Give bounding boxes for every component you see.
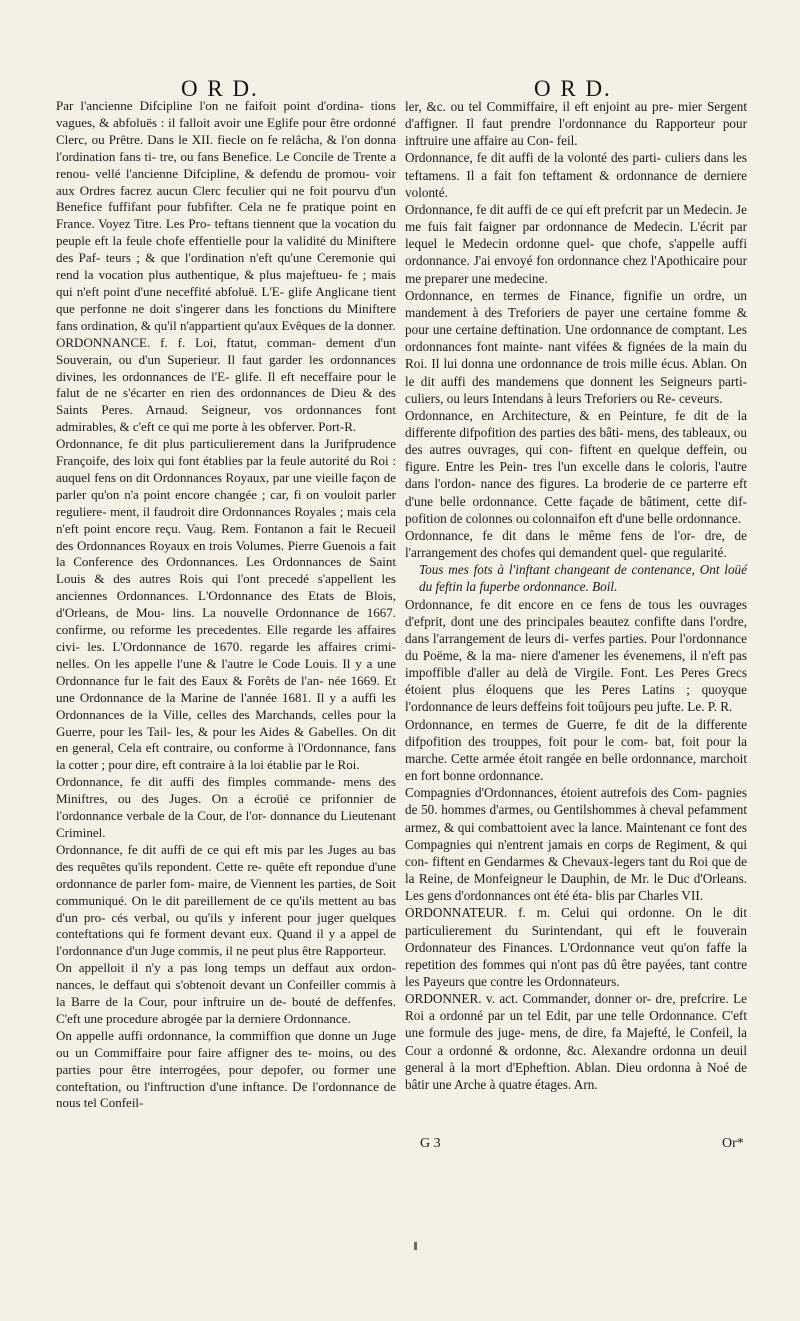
entry-paragraph: Ordonnance, fe dit auffi de ce qui eft prefcrit par un Medecin. Je me fuis fait faigner par ordonnance de Medecin. L'écrit par lequel le Medecin ordonne quel- que chofe, s'appelle auffi ordonnance. J'ai envoyé fon ordonnance chez l'Apothicaire pour me preparer une medecine. bbox=[405, 201, 747, 286]
running-head-left: O R D. bbox=[181, 76, 259, 101]
entry-paragraph: Ordonnance, fe dit encore en ce fens de tous les ouvrages d'efprit, dont une des principales beautez confifte dans l'ordre, dans l'arrangement de leurs di- verfes parties. Pour l'ordonnance du Poëme, & la ma- niere d'amener les évenemens, il n'eft pas impoffible d'aller au delà de Virgile. Font. Les Peres Grecs étoient plus éloquens que les Peres Latins ; quoyque l'ordonnance de leurs deffeins foit toûjours peu jufte. Le. P. R. bbox=[405, 596, 747, 715]
entry-paragraph: ORDONNATEUR. f. m. Celui qui ordonne. On le dit particulierement du Surintendant, qui eft le fouverain Ordonnateur des Finances. L'Ordonnance veut qu'on faffe la repetition des fommes qui n'ont pas dû être payées, tant contre les Payeurs que contre les Ordonnateurs. bbox=[405, 905, 747, 989]
entry-paragraph: Ordonnance, en Architecture, & en Peinture, fe dit de la differente difpofition des parties des bâti- mens, des tableaux, ou des autres ouvrages, qui con- fiftent en quelque deffein, ou figure. Entre les Pein- tres l'un excelle dans le coloris, l'autre dans l'ordon- nance des figures. La broderie de ce parterre eft d'une belle ordonnance. Cette façade de bâtiment, cette dif- pofition de colonnes ou colonnaifon eft d'une belle ordonnance. bbox=[405, 407, 747, 526]
entry-paragraph: Ordonnance, fe dit auffi de la volonté des parti- culiers dans les teftamens. Il a fait fon teftament & ordonnance de derniere volonté. bbox=[405, 150, 747, 200]
entry-paragraph: On appelle auffi ordonnance, la commiffion que donne un Juge ou un Commiffaire pour faire affigner des te- moins, ou des parties pour être interrogées, pour depofer, ou former une conteftation, ou l'inftruction d'une inftance. De l'ordonnance de nous tel Confeil- bbox=[56, 1027, 396, 1111]
entry-paragraph: Ordonnance, en termes de Finance, fignifie un ordre, un mandement à des Treforiers de payer une certaine fomme & pour une certaine deftination. Une ordonnance de comptant. Les ordonnances font mainte- nant vifées & fignées de la main du Roi. Il lui donna une ordonnance de trois mille écus. Ablan. On le dit auffi des mandemens que donnent les Seigneurs parti- culiers, ou leurs Intendans à leurs Treforiers ou Re- ceveurs. bbox=[405, 287, 747, 406]
right-column bbox=[405, 98, 747, 1093]
entry-paragraph: Compagnies d'Ordonnances, étoient autrefois des Com- pagnies de 50. hommes d'armes, ou Gentilshommes à cheval pefamment armez, & qui combattoient avec la lance. Maintenant ce font des Compagnies qui n'entrent jamais en corps de Regiment, & qui con- fiftent en Gendarmes & Chevaux-legers tant du Roi que de la Reine, de Monfeigneur le Dauphin, de Mr. le Duc d'Orleans. Les gens d'ordonnances ont été éta- blis par Charles VII. bbox=[405, 785, 747, 904]
verse-quotation: Tous mes fots à l'inftant changeant de contenance, Ont loüé du feftin la fuperbe ordonnance. Boil. bbox=[419, 562, 747, 595]
entry-paragraph: Ordonnance, fe dit auffi des fimples commande- mens des Miniftres, ou des Juges. On a écroüé ce prifonnier de l'ordonnance verbale de la Cour, de l'or- donnance du Lieutenant Criminel. bbox=[56, 774, 396, 840]
entry-paragraph: Ordonnance, fe dit plus particulierement dans la Jurifprudence Françoife, des loix qui font établies par la feule autorité du Roi : auquel fens on dit Ordonnances Royaux, par une vieille façon de parler qu'on n'a point encore changée ; car, fi on vouloit parler reguliere- ment, il faudroit dire Ordonnances Royales ; mais cela n'eft point encore reçu. Vaug. Rem. Fontanon a fait le Recueil des Ordonnances Royaux en trois Volumes. Pierre Guenois a fait la Conference des Ordonnances. Les Ordonnances de Saint Louis & des autres Rois qui l'ont precedé s'appellent les anciennes Ordonnances. L'Ordonnance des Etats de Blois, d'Orleans, de Mou- lins. La nouvelle Ordonnance de 1667. confirme, ou reforme les precedentes. Elle regarde les affaires civi- les. L'Ordonnance de 1670. regarde les affaires crimi- nelles. On les appelle l'une & l'autre le Code Louis. Il y a une Ordonnance fur le fait des Eaux & Forêts de l'an- née 1669. Et une Ordonnance de la Marine de l'année 1681. Il y a auffi les Ordonnances de la Ville, celles des Marchands, celles pour la Guerre, pour les Tail- les, & pour les Aides & Gabelles. On dit en general, Cela eft contraire, ou conforme à l'Ordonnance, fans la cotter ; pour dire, eft contraire à la loi établie par le Roi. bbox=[56, 436, 396, 773]
entry-paragraph: Ordonnance, fe dit auffi de ce qui eft mis par les Juges au bas des requêtes qu'ils repondent. Cette re- quête eft repondue d'une ordonnance de parler fom- maire, de Viennent les parties, de Soit communiqué. On le dit pareillement de ce qu'ils mettent au bas d'un pro- cés verbal, ou qu'ils y inferent pour juger quelques conteftations qui fe forment devant eux. Quand il y a appel de l'ordonnance d'un Juge commis, il ne peut plus être Rapporteur. bbox=[56, 841, 396, 959]
entry-paragraph: Par l'ancienne Difcipline l'on ne faifoit point d'ordina- tions vagues, & abfoluës : il falloit avoir une Eglife pour être ordonné Clerc, ou Prêtre. Dans le XII. fiecle on fe relâcha, & l'on donna l'ordination fans ti- tre, ou fans Benefice. Le Concile de Trente a renou- vellé l'ancienne Difcipline, & defendu de promou- voir aux Ordres facrez aucun Clerc feculier qui ne foit pourvu d'un Benefice fuffifant pour fubfifter. Cela ne fe pratique point en France. Voyez Titre. Les Pro- teftans tiennent que la vocation du peuple eft la feule chofe effentielle pour la validité du Miniftere des Paf- teurs ; & que l'ordination n'eft qu'une Ceremonie qui rend la vocation plus authentique, & plus majeftueu- fe ; mais qui n'eft point d'une neceffité abfoluë. L'E- glife Anglicane tient que perfonne ne doit s'ingerer dans les fonctions du Miniftere fans ordination, & qu'il n'appartient qu'aux Evêques de la donner. bbox=[56, 98, 396, 333]
page-blemish bbox=[414, 1242, 417, 1250]
entry-paragraph: Ordonnance, fe dit dans le même fens de l'or- dre, de l'arrangement des chofes qui demandent quel- que regularité. bbox=[405, 527, 747, 561]
catchword: Or* bbox=[722, 1136, 744, 1151]
running-head-right: O R D. bbox=[534, 76, 612, 101]
entry-paragraph: Ordonnance, en termes de Guerre, fe dit de la differente difpofition des trouppes, foit pour le com- bat, foit pour la marche. Cette armée étoit rangée en belle ordonnance, marchoit en fort bonne ordonnance. bbox=[405, 716, 747, 784]
entry-paragraph: ler, &c. ou tel Commiffaire, il eft enjoint au pre- mier Sergent d'affigner. Il faut prendre l'ordonnance du Rapporteur pour inftruire une affaire au Con- feil. bbox=[405, 99, 747, 149]
signature-mark: G 3 bbox=[420, 1136, 441, 1151]
entry-paragraph: ORDONNANCE. f. f. Loi, ftatut, comman- dement d'un Souverain, ou d'un Superieur. Il faut garder les ordonnances divines, les ordonnances de l'E- glife. Il eft neceffaire pour le falut de ne s'écarter en rien des ordonnances de Dieu & des Saints Peres. Arnaud. Seigneur, vos ordonnances font admirables, & c'eft ce qui me porte à les obferver. Port-R. bbox=[56, 334, 396, 435]
entry-paragraph: ORDONNER. v. act. Commander, donner or- dre, prefcrire. Le Roi a ordonné par un tel Edit, par une telle Ordonnance. C'eft une formule des juge- mens, de dire, fa Majefté, le Confeil, la Cour a ordonné & ordonne, &c. Alexandre ordonna un deuil general à la mort d'Epheftion. Ablan. Dieu ordonna à Noé de bâtir une Arche à quatre étages. Arn. bbox=[405, 991, 747, 1092]
entry-paragraph: On appelloit il n'y a pas long temps un deffaut aux ordon- nances, le deffaut qui s'obtenoit devant un Confeiller commis à la Barre de la Cour, pour inftruire un de- bouté de deffenfes. C'eft une procedure abrogée par la derniere Ordonnance. bbox=[56, 960, 396, 1026]
left-column bbox=[56, 98, 396, 1112]
